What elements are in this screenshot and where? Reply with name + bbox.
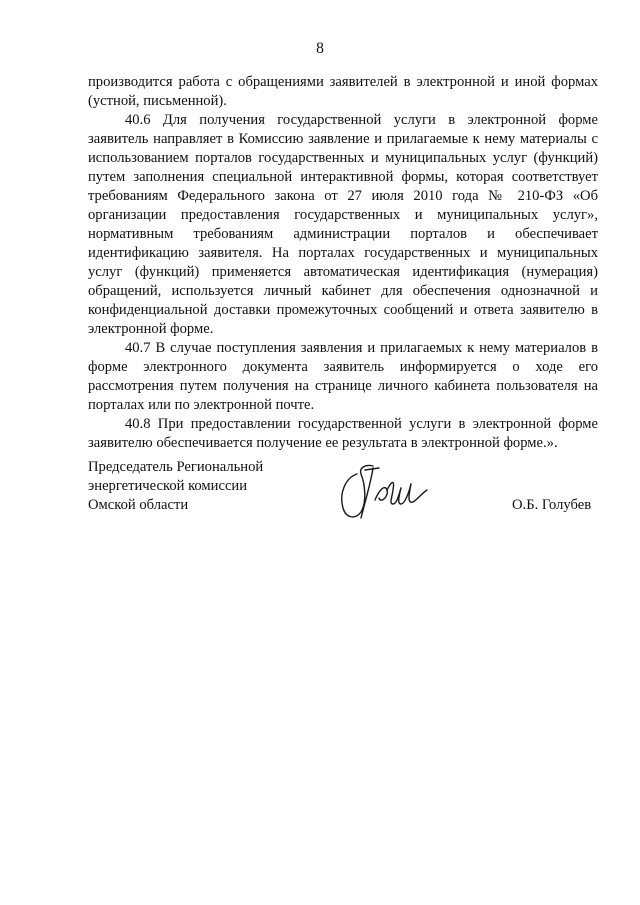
- handwritten-signature-icon: [335, 460, 435, 522]
- paragraph-continuation: производится работа с обращениями заявителей в электронной и иной формах (устной, письменной).: [88, 74, 598, 109]
- signatory-title: [88, 458, 328, 515]
- signatory-title-line: энергетической комиссии: [88, 478, 248, 494]
- document-body: [88, 73, 598, 453]
- signatory-title-line: Председатель Региональной: [88, 459, 264, 475]
- paragraph-40-6: 40.6 Для получения государственной услуги в электронной форме заявитель направляет в Комиссию заявление и прилагаемые к нему материалы с использованием порталов государственных и муниципальных услуг (функций) путем заполнения специальной интерактивной формы, которая соответствует требованиям Федерального закона от 27 июля 2010 года № 210-ФЗ «Об организации предоставления государственных и муниципальных услуг», нормативным требованиям администрации порталов и обеспечивает идентификацию заявителя. На порталах государственных и муниципальных услуг (функций) применяется автоматическая идентификация (нумерация) обращений, используется личный кабинет для обеспечения однозначной и конфиденциальной доставки промежуточных сообщений и ответа заявителю в электронной форме.: [88, 112, 598, 337]
- signer-name: О.Б. Голубев: [512, 497, 592, 513]
- paragraph-40-7: 40.7 В случае поступления заявления и прилагаемых к нему материалов в форме электронного документа заявитель информируется о ходе его рассмотрения путем получения на странице личного кабинета пользователя на порталах или по электронной почте.: [88, 340, 598, 413]
- paragraph-40-8: 40.8 При предоставлении государственной услуги в электронной форме заявителю обеспечивается получение ее результата в электронной форме.».: [88, 416, 598, 451]
- signatory-title-line: Омской области: [88, 497, 189, 513]
- page-number: 8: [316, 40, 324, 57]
